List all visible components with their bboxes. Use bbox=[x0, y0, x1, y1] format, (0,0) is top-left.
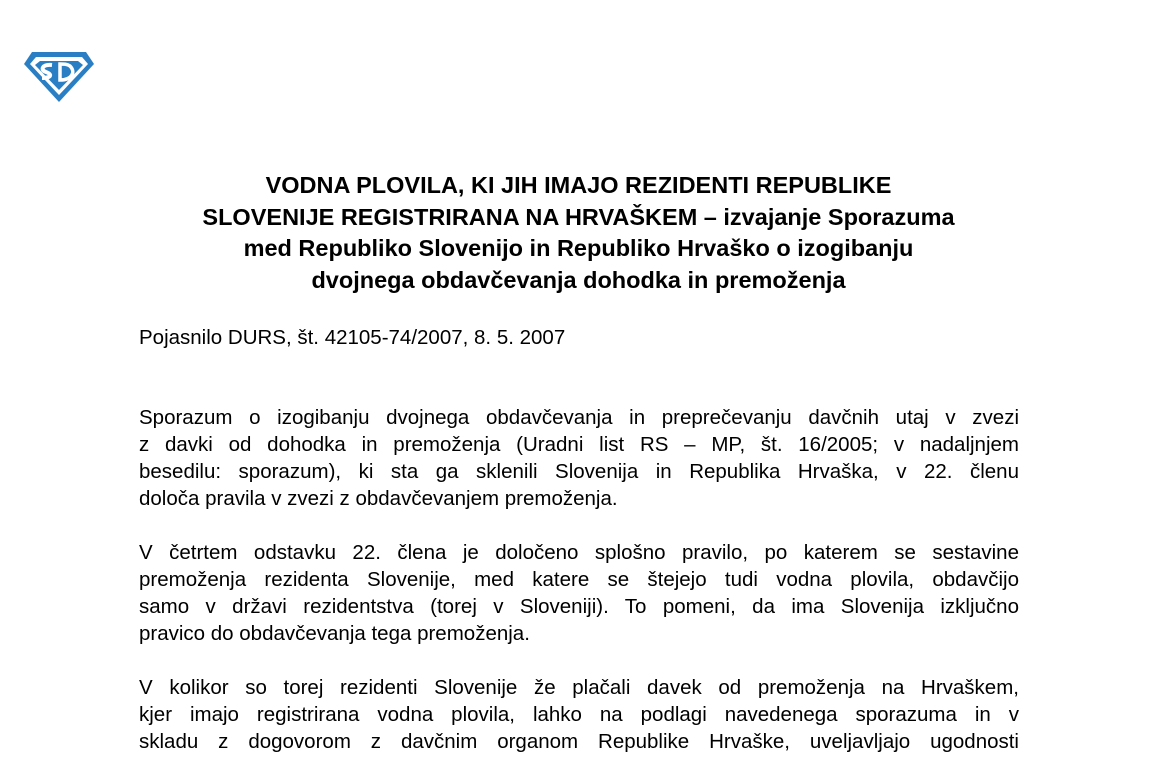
paragraph bbox=[139, 404, 1019, 512]
title-line: dvojnega obdavčevanja dohodka in premoženja bbox=[311, 266, 846, 293]
paragraph-line: kjer imajo registrirana vodna plovila, lahko na podlagi navedenega sporazuma in v bbox=[139, 703, 1019, 726]
paragraph-line: V četrtem odstavku 22. člena je določeno splošno pravilo, po katerem se sestavine bbox=[139, 541, 1019, 564]
document-reference: Pojasnilo DURS, št. 42105-74/2007, 8. 5. 2007 bbox=[139, 326, 566, 349]
paragraph-line: skladu z dogovorom z davčnim organom Republike Hrvaške, uveljavljajo ugodnosti bbox=[139, 730, 1019, 753]
title-line: med Republiko Slovenijo in Republiko Hrvaško o izogibanju bbox=[243, 235, 914, 261]
paragraph-line: V kolikor so torej rezidenti Slovenije že plačali davek od premoženja na Hrvaškem, bbox=[139, 676, 1019, 699]
document-title bbox=[130, 170, 1027, 296]
document-body bbox=[139, 404, 1019, 782]
title-line: VODNA PLOVILA, KI JIH IMAJO REZIDENTI REPUBLIKE bbox=[265, 172, 892, 198]
paragraph-line: Sporazum o izogibanju dvojnega obdavčevanja in preprečevanju davčnih utaj v zvezi bbox=[139, 406, 1019, 429]
paragraph-line: besedilu: sporazum), ki sta ga sklenili Slovenija in Republika Hrvaška, v 22. členu bbox=[139, 460, 1019, 483]
paragraph-line: določa pravila v zvezi z obdavčevanjem premoženja. bbox=[139, 487, 618, 510]
paragraph-line: samo v državi rezidentstva (torej v Sloveniji). To pomeni, da ima Slovenija izključno bbox=[139, 595, 1019, 618]
title-line: SLOVENIJE REGISTRIRANA NA HRVAŠKEM – izvajanje Sporazuma bbox=[202, 203, 955, 230]
paragraph-line: pravico do obdavčevanja tega premoženja. bbox=[139, 622, 530, 645]
paragraph-line: premoženja rezidenta Slovenije, med katere se štejejo tudi vodna plovila, obdavčijo bbox=[139, 568, 1019, 591]
paragraph-line: z davki od dohodka in premoženja (Uradni list RS – MP, št. 16/2005; v nadaljnjem bbox=[139, 433, 1019, 456]
sd-logo-icon bbox=[22, 50, 96, 104]
paragraph bbox=[139, 539, 1019, 647]
